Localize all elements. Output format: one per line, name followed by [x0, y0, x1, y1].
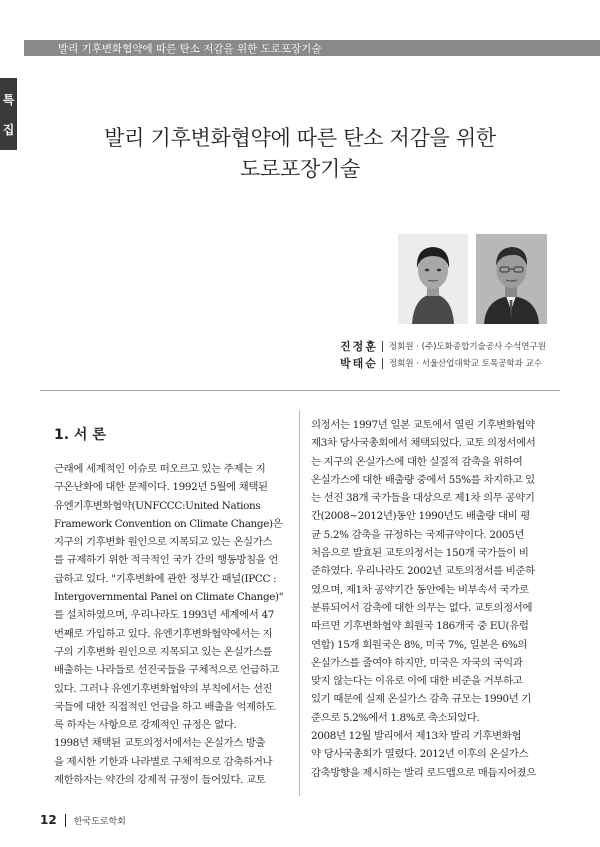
body-text-line: 온실가스를 줄여야 하지만, 미국은 자국의 국익과 — [311, 656, 523, 669]
body-text-line: 국들에 대한 직접적인 언급을 하고 배출을 억제하도 — [54, 700, 276, 713]
body-text-line: 처음으로 발효된 교토의정서는 150개 국가들이 비 — [311, 547, 529, 560]
author-line-2 — [340, 355, 542, 371]
body-text-line: 1998년 채택된 교토의정서에서는 온실가스 방출 — [54, 737, 266, 750]
body-text-line: 분류되어서 감축에 대한 의무는 없다. 교토의정서에 — [311, 601, 533, 614]
body-text-line: 2008년 12월 발리에서 제13차 발리 기후변화협 — [311, 730, 522, 743]
footer-separator — [65, 814, 66, 827]
body-text-line: 제한하자는 약간의 강제적 규정이 들어있다. 교토 — [54, 774, 266, 787]
body-text-line: 따르면 기후변화협약 회원국 186개국 중 EU(유럽 — [311, 620, 529, 633]
author-photo-2 — [476, 234, 547, 324]
body-text-line: Framework Convention on Climate Change)은 — [54, 517, 283, 530]
body-text-line: 는 선진 38개 국가들을 대상으로 제1차 의무 공약기 — [311, 492, 535, 505]
body-text-line: 있기 때문에 실제 온실가스 감축 규모는 1990년 기 — [311, 693, 532, 706]
author-name-1: 진정훈 — [340, 340, 378, 353]
body-text-line: Intergovernmental Panel on Climate Change)" — [54, 591, 284, 604]
body-text-line: 근래에 세계적인 이슈로 떠오르고 있는 주제는 지 — [54, 463, 266, 475]
body-text-line: 있다. 그러나 유엔기후변화협약의 부칙에서는 선진 — [54, 682, 273, 695]
header-divider — [40, 390, 560, 391]
body-text-line: 를 설치하였으며, 우리나라도 1993년 세계에서 47 — [54, 609, 274, 622]
side-tab-char-2: 집 — [2, 122, 15, 137]
body-text-line: 구의 기후변화 원인으로 지목되고 있는 온실가스를 — [54, 645, 273, 658]
section-side-tab — [0, 78, 17, 150]
body-text-line: 였으며, 제1차 공약기간 동안에는 비부속서 국가로 — [311, 583, 529, 596]
page-number: 12 — [40, 813, 57, 827]
footer-publication: 한국도로학회 — [73, 816, 126, 827]
author-affiliation-1: 정회원 · (주)도화종합기술공사 수석연구원 — [388, 342, 546, 352]
author-separator — [382, 358, 383, 369]
body-text-line: 맞지 않는다는 이유로 이에 대한 비준을 거부하고 — [311, 675, 523, 688]
body-text-line: 유엔기후변화협약(UNFCCC:United Nations — [54, 499, 261, 512]
body-text-line: 번째로 가입하고 있다. 유엔기후변화협약에서는 지 — [54, 627, 273, 640]
body-text-line: 배출하는 나라들로 선진국들을 구체적으로 언급하고 — [54, 664, 279, 677]
author-separator — [382, 341, 383, 352]
body-text-line: 록 하자는 사항으로 강제적인 규정은 없다. — [54, 719, 237, 732]
body-text-line: 온실가스에 대한 배출량 중에서 55%를 차지하고 있 — [311, 473, 535, 486]
body-text-line: 균 5.2% 감축을 규정하는 국제규약이다. 2005년 — [311, 528, 525, 541]
body-text-line: 는 지구의 온실가스에 대한 실질적 감축을 위하여 — [311, 455, 523, 468]
side-tab-char-1: 특 — [2, 92, 15, 107]
body-text-line: 지구의 기후변화 원인으로 지목되고 있는 온실가스 — [54, 536, 273, 549]
section-heading: 1. 서 론 — [54, 427, 106, 443]
article-title-line-2: 도로포장기술 — [240, 157, 360, 181]
body-text-line: 준으로 5.2%에서 1.8%로 축소되었다. — [311, 711, 480, 724]
running-header-title: 발리 기후변화협약에 따른 탄소 저감을 위한 도로포장기술 — [58, 43, 322, 55]
body-text-line: 약 당사국총회가 열렸다. 2012년 이후의 온실가스 — [311, 748, 529, 761]
body-text-line: 급하고 있다. "기후변화에 관한 정부간 패널(IPCC : — [54, 572, 277, 585]
body-text-line: 의정서는 1997년 일본 교토에서 열린 기후변화협약 — [311, 419, 535, 431]
running-header-bar — [24, 40, 600, 56]
body-column-left — [54, 460, 294, 789]
body-text-line: 구온난화에 대한 문제이다. 1992년 5월에 채택된 — [54, 481, 268, 494]
body-text-line: 를 규제하기 위한 적극적인 국가 간의 행동방침을 언 — [54, 554, 279, 567]
author-line-1 — [340, 338, 546, 354]
author-photo-1 — [398, 234, 468, 324]
article-title-line-1: 발리 기후변화협약에 따른 탄소 저감을 위한 — [104, 126, 496, 150]
body-text-line: 제3차 당사국총회에서 채택되었다. 교토 의정서에서 — [311, 437, 536, 450]
author-name-2: 박태순 — [340, 357, 378, 370]
body-text-line: 을 제시한 기한과 나라별로 구체적으로 감축하거나 — [54, 755, 273, 768]
body-column-right — [311, 416, 551, 782]
body-text-line: 감축방향을 제시하는 발리 로드맵으로 매듭지어졌으 — [311, 766, 536, 779]
body-text-line: 연합) 15개 회원국은 8%, 미국 7%, 일본은 6%의 — [311, 638, 528, 651]
column-divider — [299, 410, 300, 796]
body-text-line: 간(2008~2012년)동안 1990년도 배출량 대비 평 — [311, 510, 530, 523]
author-affiliation-2: 정회원 · 서울산업대학교 토목공학과 교수 — [388, 359, 542, 369]
page-footer — [40, 812, 126, 828]
body-text-line: 준하였다. 우리나라도 2002년 교토의정서를 비준하 — [311, 565, 535, 578]
